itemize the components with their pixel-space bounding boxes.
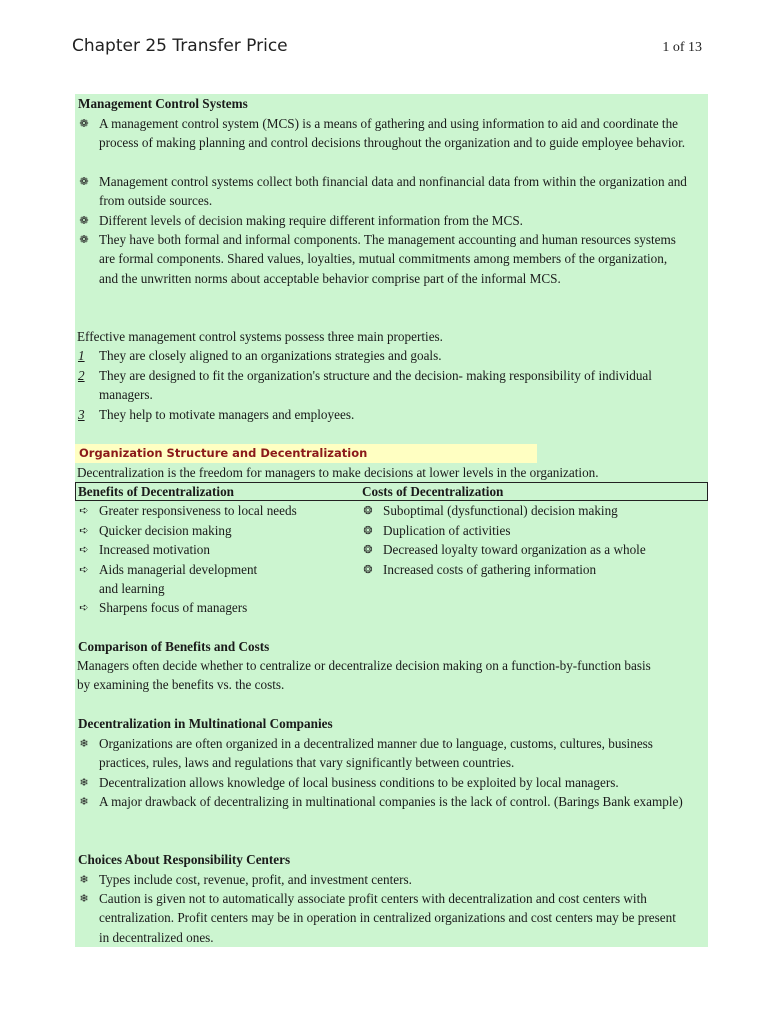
mcs-heading: Management Control Systems (78, 96, 248, 111)
flower-bullet-icon: ❁ (79, 175, 89, 188)
flower-bullet-icon: ❁ (79, 233, 89, 246)
arrow-bullet-icon: ➪ (79, 563, 89, 576)
sun-bullet-icon: ❂ (363, 543, 373, 556)
costs-header: Costs of Decentralization (362, 484, 504, 499)
snowflake-bullet-icon: ❄ (79, 892, 89, 905)
mcs-bullet: ❁ A management control system (MCS) is a means of gathering and using information to aid and coordinate the process of making planning and control decisions throughout the organization and to guide employee behavior. (77, 114, 687, 153)
arrow-bullet-icon: ➪ (79, 504, 89, 517)
comparison-heading: Comparison of Benefits and Costs (78, 639, 270, 654)
sun-bullet-icon: ❂ (363, 563, 373, 576)
snowflake-bullet-icon: ❄ (79, 776, 89, 789)
benefit-item: ➪ Greater responsiveness to local needs (77, 501, 347, 520)
arrow-bullet-icon: ➪ (79, 543, 89, 556)
property-item: 2 They are designed to fit the organization's structure and the decision- making responsibility of individual managers. (78, 368, 652, 403)
property-item: 1 They are closely aligned to an organizations strategies and goals. (78, 348, 442, 363)
multinational-bullet: ❄ A major drawback of decentralizing in multinational companies is the lack of control. (Barings Bank example) (77, 792, 687, 811)
responsibility-bullet: ❄ Types include cost, revenue, profit, and investment centers. (77, 870, 687, 889)
arrow-bullet-icon: ➪ (79, 524, 89, 537)
property-item: 3 They help to motivate managers and employees. (78, 407, 355, 422)
benefits-header: Benefits of Decentralization (78, 484, 235, 499)
mcs-bullet: ❁ Management control systems collect both financial data and nonfinancial data from within the organization and from outside sources. (77, 172, 687, 211)
sun-bullet-icon: ❂ (363, 524, 373, 537)
mcs-bullet: ❁ They have both formal and informal components. The management accounting and human resources systems are formal components. Shared values, loyalties, mutual commitments among members of the organization, and the unwritten norms about acceptable behavior comprise part of the informal MCS. (77, 230, 687, 288)
snowflake-bullet-icon: ❄ (79, 737, 89, 750)
cost-item: ❂ Increased costs of gathering information (361, 560, 701, 579)
page-number: 1 of 13 (662, 40, 702, 55)
responsibility-bullet: ❄ Caution is given not to automatically associate profit centers with decentralization and cost centers with centralization. Profit centers may be in operation in centralized organizations and cost centers may be present in decentralized ones. (77, 889, 687, 947)
snowflake-bullet-icon: ❄ (79, 795, 89, 808)
arrow-bullet-icon: ➪ (79, 601, 89, 614)
document-body (75, 94, 708, 947)
benefit-item: ➪ Aids managerial development and learning (77, 560, 277, 599)
benefit-item: ➪ Increased motivation (77, 540, 347, 559)
benefits-costs-header (75, 482, 708, 501)
multinational-bullet: ❄ Decentralization allows knowledge of local business conditions to be exploited by local managers. (77, 773, 687, 792)
responsibility-heading: Choices About Responsibility Centers (78, 852, 291, 867)
mcs-bullet: ❁ Different levels of decision making require different information from the MCS. (77, 211, 687, 230)
multinational-heading: Decentralization in Multinational Companies (78, 716, 333, 731)
benefit-item: ➪ Quicker decision making (77, 521, 347, 540)
snowflake-bullet-icon: ❄ (79, 873, 89, 886)
sun-bullet-icon: ❂ (363, 504, 373, 517)
cost-item: ❂ Suboptimal (dysfunctional) decision making (361, 501, 701, 520)
flower-bullet-icon: ❁ (79, 117, 89, 130)
properties-intro: Effective management control systems possess three main properties. (77, 329, 443, 344)
org-structure-heading: Organization Structure and Decentralization (75, 444, 537, 463)
benefit-item: ➪ Sharpens focus of managers (77, 598, 347, 617)
multinational-bullet: ❄ Organizations are often organized in a decentralized manner due to language, customs, cultures, business practices, rules, laws and regulations that vary significantly between countries. (77, 734, 687, 773)
cost-item: ❂ Decreased loyalty toward organization as a whole (361, 540, 701, 559)
flower-bullet-icon: ❁ (79, 214, 89, 227)
comparison-text: Managers often decide whether to centralize or decentralize decision making on a function-by-function basis by examining the benefits vs. the costs. (77, 658, 651, 693)
cost-item: ❂ Duplication of activities (361, 521, 701, 540)
chapter-title: Chapter 25 Transfer Price (72, 36, 288, 56)
decentralization-definition: Decentralization is the freedom for managers to make decisions at lower levels in the organization. (77, 465, 599, 480)
